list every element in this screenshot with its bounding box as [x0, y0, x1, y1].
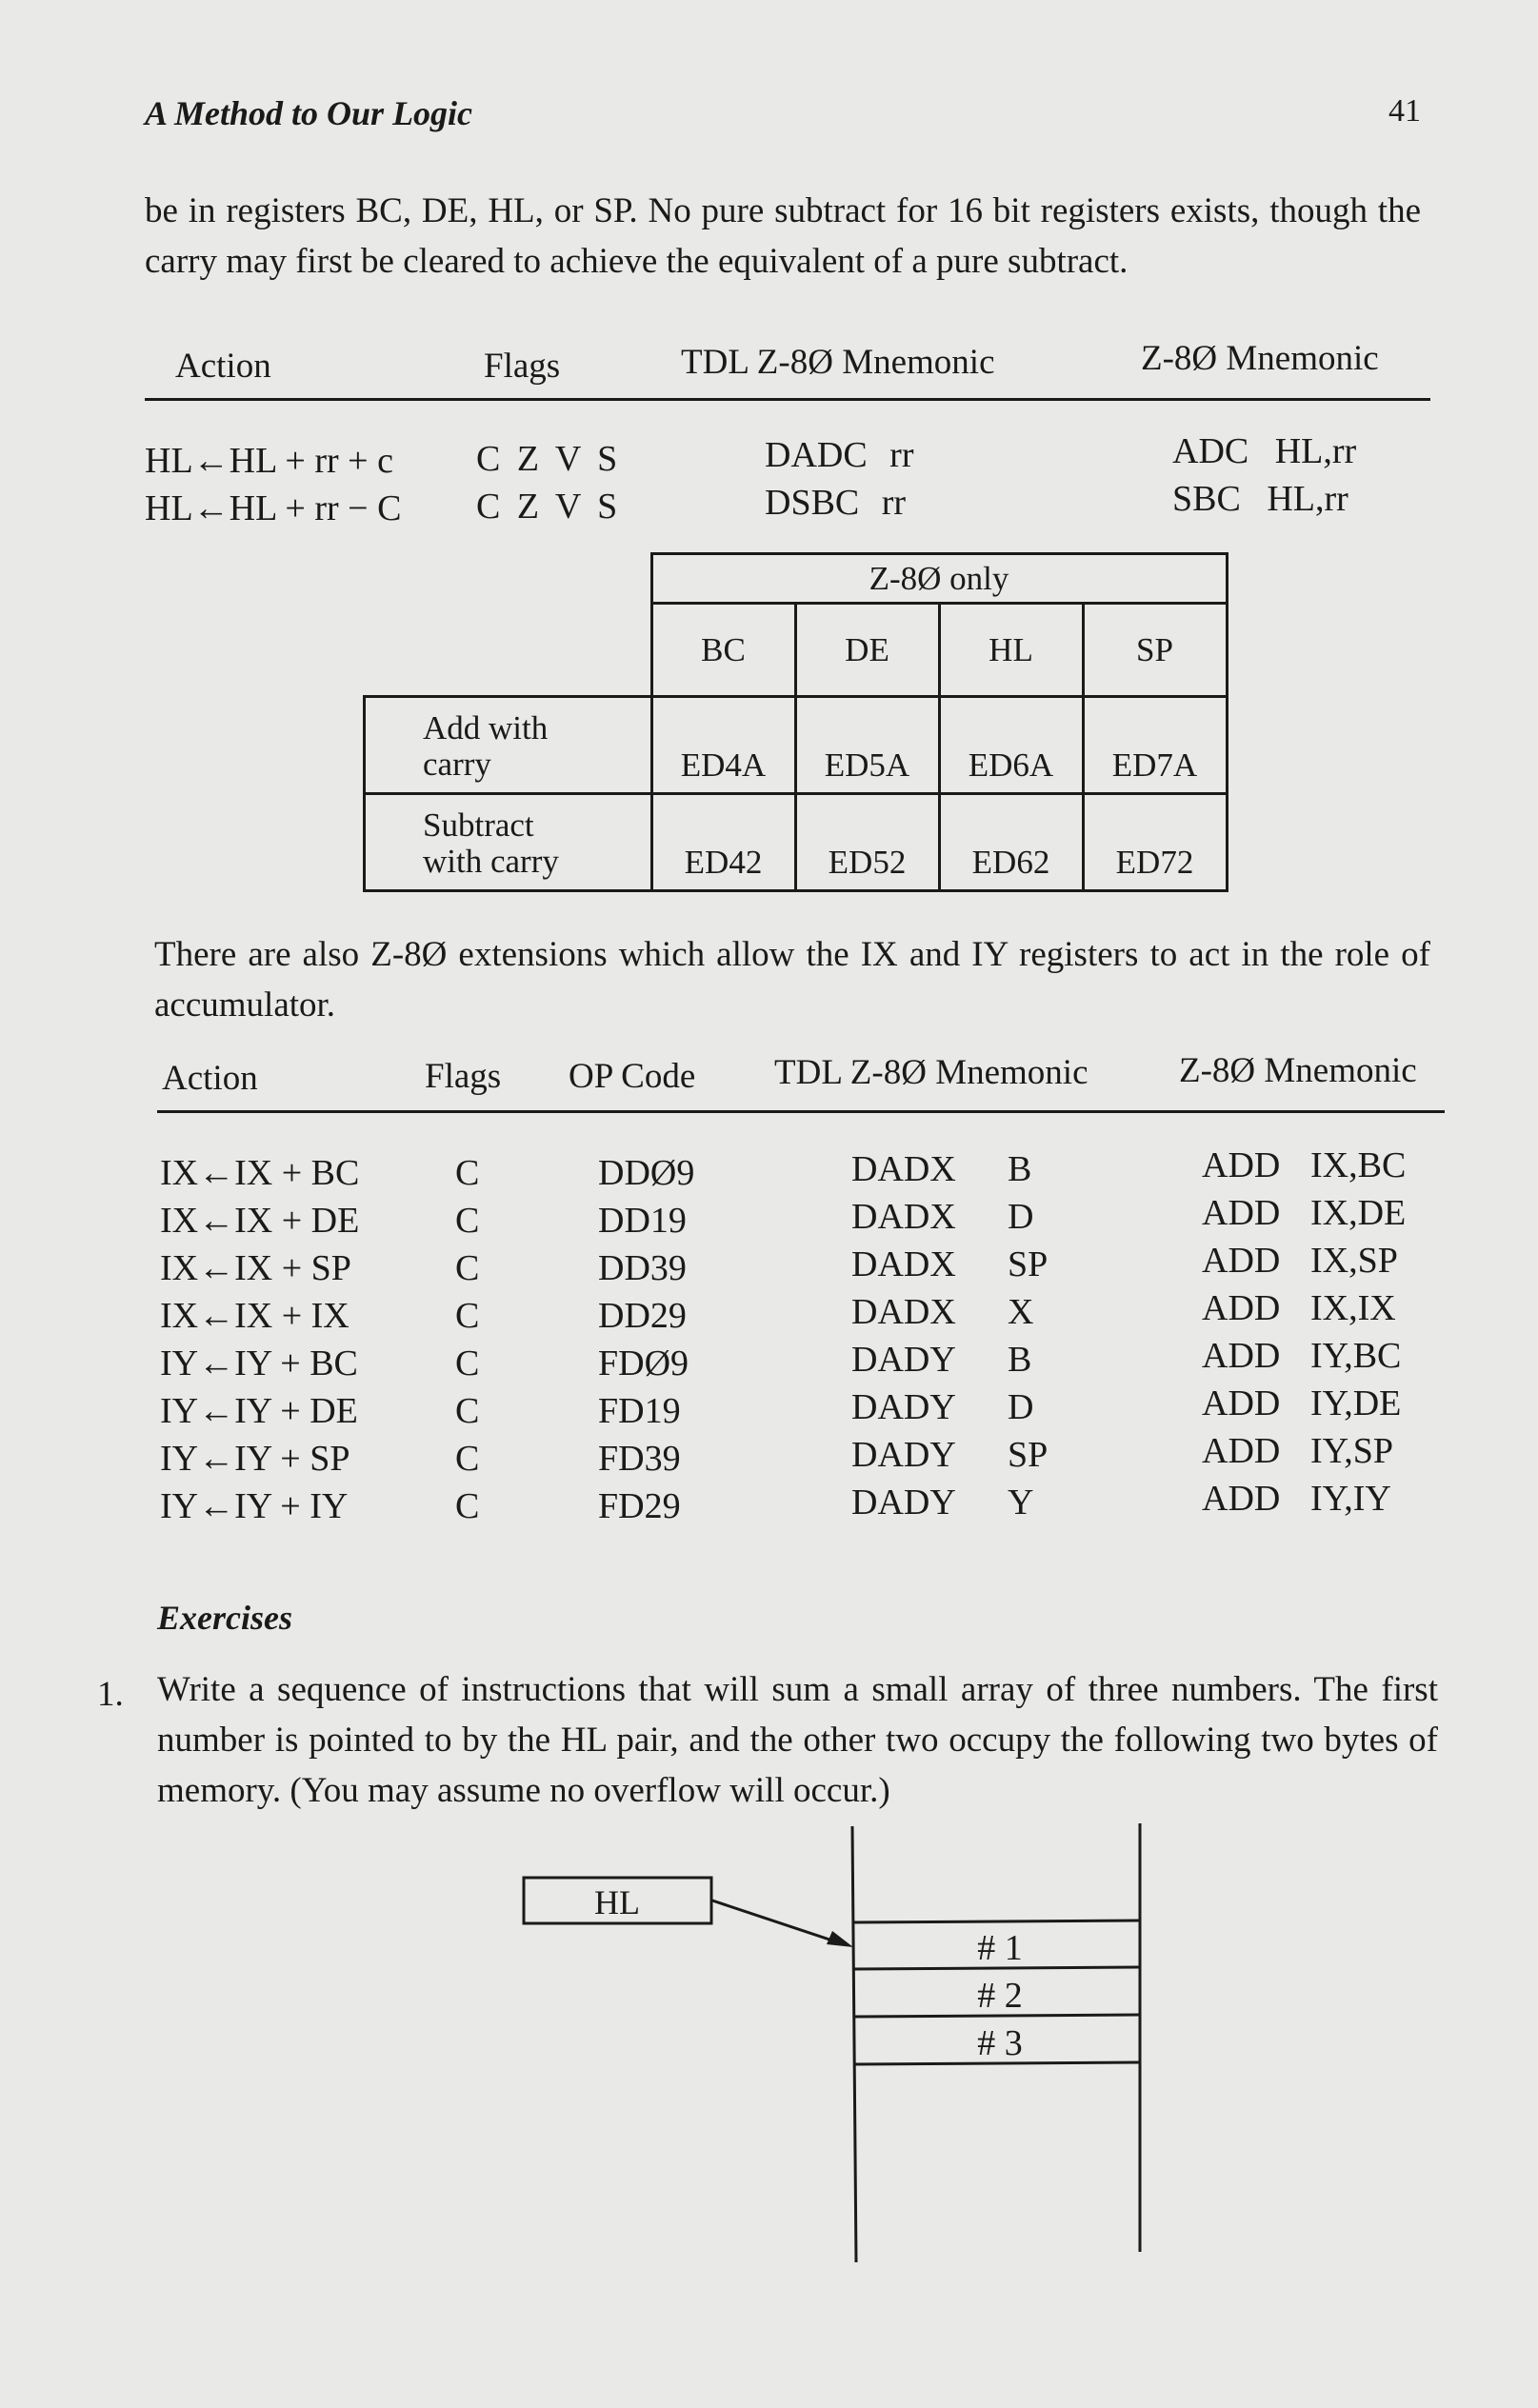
- table2-row7-z80-op: ADD: [1202, 1431, 1281, 1471]
- exercises-heading: Exercises: [157, 1599, 292, 1637]
- z80-add-de: ED5A: [795, 697, 939, 794]
- table2-row1-z80-op: ADD: [1202, 1145, 1281, 1185]
- z80-col-sp: SP: [1083, 604, 1227, 697]
- table2-row4-z80-op: ADD: [1202, 1288, 1281, 1328]
- table2-row6-z80-arg: IY,DE: [1310, 1383, 1402, 1423]
- table1-row1-flags: C Z V S: [476, 439, 622, 479]
- table2-header-opcode: OP Code: [569, 1057, 696, 1096]
- table2-row8-flags: C: [455, 1486, 480, 1526]
- table1-row1-action: HL←HL + rr + c: [145, 441, 393, 481]
- table2-row6-flags: C: [455, 1391, 480, 1431]
- memory-left-edge: [852, 1826, 856, 2262]
- z80-col-hl: HL: [939, 604, 1083, 697]
- table2-row4-opcode: DD29: [598, 1296, 687, 1336]
- table2-row1-z80-arg: IX,BC: [1310, 1145, 1407, 1185]
- z80-table-title: Z-8Ø only: [651, 554, 1227, 604]
- table2-row6-opcode: FD19: [598, 1391, 681, 1431]
- table2-row4-tdl-op: DADX: [851, 1292, 956, 1332]
- exercise-1-number: 1.: [97, 1675, 124, 1714]
- table1-header-z80-mnemonic: Z-8Ø Mnemonic: [1141, 339, 1379, 378]
- table1-row2-tdl: DSBC rr: [765, 483, 907, 523]
- hl-register-label: HL: [594, 1883, 640, 1921]
- table2-row8-tdl-op: DADY: [851, 1483, 956, 1522]
- table2-row1-action: IX←IX + BC: [160, 1153, 360, 1193]
- table2-row7-action: IY←IY + SP: [160, 1439, 350, 1479]
- memory-cell-3-label: # 3: [977, 2023, 1023, 2063]
- table2-row1-flags: C: [455, 1153, 480, 1193]
- table2-row4-action: IX←IX + IX: [160, 1296, 350, 1336]
- table2-row5-tdl-arg: B: [1008, 1340, 1032, 1380]
- z80-sub-bc: ED42: [651, 794, 795, 891]
- table1-header-flags: Flags: [484, 347, 561, 386]
- table2-row6-z80-op: ADD: [1202, 1383, 1281, 1423]
- table1-header-action: Action: [175, 347, 271, 386]
- table2-row6-action: IY←IY + DE: [160, 1391, 358, 1431]
- z80-col-de: DE: [795, 604, 939, 697]
- z80-col-bc: BC: [651, 604, 795, 697]
- table2-row2-flags: C: [455, 1201, 480, 1241]
- table2-row2-action: IX←IX + DE: [160, 1201, 360, 1241]
- table2-row8-z80-arg: IY,IY: [1310, 1479, 1391, 1519]
- middle-paragraph: There are also Z-8Ø extensions which allow the IX and IY registers to act in the role of accumulator.: [154, 935, 1430, 1025]
- z80-row-add-label-line2: carry: [423, 745, 491, 783]
- table2-row5-flags: C: [455, 1343, 480, 1383]
- table2-row8-action: IY←IY + IY: [160, 1486, 349, 1526]
- table2-row5-z80-arg: IY,BC: [1310, 1336, 1402, 1376]
- table2-row4-tdl-arg: X: [1008, 1292, 1034, 1332]
- table2-row3-flags: C: [455, 1248, 480, 1288]
- table2-row1-opcode: DDØ9: [598, 1153, 695, 1193]
- table2-row5-z80-op: ADD: [1202, 1336, 1281, 1376]
- table2-row7-flags: C: [455, 1439, 480, 1479]
- z80-add-sp: ED7A: [1083, 697, 1227, 794]
- table2-row6-tdl-op: DADY: [851, 1387, 956, 1427]
- table2-row2-tdl-arg: D: [1008, 1197, 1034, 1237]
- table2-header-tdl-mnemonic: TDL Z-8Ø Mnemonic: [774, 1053, 1089, 1092]
- pointer-arrow-line: [712, 1901, 838, 1942]
- table2-row2-tdl-op: DADX: [851, 1197, 956, 1237]
- z80-row-add-label-line1: Add with: [423, 708, 549, 746]
- table2-row7-tdl-arg: SP: [1008, 1435, 1049, 1475]
- table2-row5-tdl-op: DADY: [851, 1340, 956, 1380]
- table2-row7-tdl-op: DADY: [851, 1435, 956, 1475]
- table2-row8-opcode: FD29: [598, 1486, 681, 1526]
- z80-sub-de: ED52: [795, 794, 939, 891]
- table2-row3-opcode: DD39: [598, 1248, 687, 1288]
- table2-row5-opcode: FDØ9: [598, 1343, 689, 1383]
- z80-add-bc: ED4A: [651, 697, 795, 794]
- table2-row1-tdl-arg: B: [1008, 1149, 1032, 1189]
- z80-sub-sp: ED72: [1083, 794, 1227, 891]
- table2-row1-tdl-op: DADX: [851, 1149, 956, 1189]
- arrowhead-icon: [827, 1931, 853, 1947]
- table2-row8-z80-op: ADD: [1202, 1479, 1281, 1519]
- table2-row3-z80-op: ADD: [1202, 1241, 1281, 1281]
- table2-row2-opcode: DD19: [598, 1201, 687, 1241]
- table2-row6-tdl-arg: D: [1008, 1387, 1034, 1427]
- table2-row3-tdl-op: DADX: [851, 1244, 956, 1284]
- table2-row7-opcode: FD39: [598, 1439, 681, 1479]
- table2-row4-z80-arg: IX,IX: [1310, 1288, 1396, 1328]
- table2-header-action: Action: [162, 1059, 258, 1098]
- page-number: 41: [1388, 93, 1421, 129]
- intro-paragraph: be in registers BC, DE, HL, or SP. No pure subtract for 16 bit registers exists, though the carry may first be cleared to achieve the equivalent of a pure subtract.: [145, 191, 1421, 281]
- table1-row2-flags: C Z V S: [476, 487, 622, 527]
- running-header-title: A Method to Our Logic: [145, 94, 473, 132]
- exercise-1-text: Write a sequence of instructions that will sum a small array of three numbers. The first number is pointed to by the HL pair, and the other two occupy the following two bytes of memory. (You may assume no overflow will occur.): [157, 1670, 1438, 1810]
- table2-row2-z80-arg: IX,DE: [1310, 1193, 1407, 1233]
- table1-header-tdl-mnemonic: TDL Z-8Ø Mnemonic: [681, 343, 995, 382]
- table2-row4-flags: C: [455, 1296, 480, 1336]
- memory-cell-divider: [853, 1920, 1140, 1922]
- table2-row3-z80-arg: IX,SP: [1310, 1241, 1398, 1281]
- table1-row1-tdl: DADC rr: [765, 435, 914, 475]
- table2-row3-action: IX←IX + SP: [160, 1248, 351, 1288]
- table1-row1-z80: ADC HL,rr: [1172, 431, 1357, 471]
- z80-row-sub-label-line1: Subtract: [423, 806, 534, 844]
- table2-header-flags: Flags: [425, 1057, 502, 1096]
- z80-sub-hl: ED62: [939, 794, 1083, 891]
- table2-row8-tdl-arg: Y: [1008, 1483, 1034, 1522]
- table1-row2-z80: SBC HL,rr: [1172, 479, 1348, 519]
- table2-header-z80-mnemonic: Z-8Ø Mnemonic: [1179, 1051, 1417, 1090]
- z80-add-hl: ED6A: [939, 697, 1083, 794]
- memory-cell-1-label: # 1: [977, 1928, 1023, 1968]
- table2-row2-z80-op: ADD: [1202, 1193, 1281, 1233]
- memory-cell-2-label: # 2: [977, 1976, 1023, 2016]
- z80-row-sub-label-line2: with carry: [423, 842, 559, 880]
- table1-row2-action: HL←HL + rr − C: [145, 488, 402, 528]
- table2-row7-z80-arg: IY,SP: [1310, 1431, 1393, 1471]
- table2-row3-tdl-arg: SP: [1008, 1244, 1049, 1284]
- table2-row5-action: IY←IY + BC: [160, 1343, 358, 1383]
